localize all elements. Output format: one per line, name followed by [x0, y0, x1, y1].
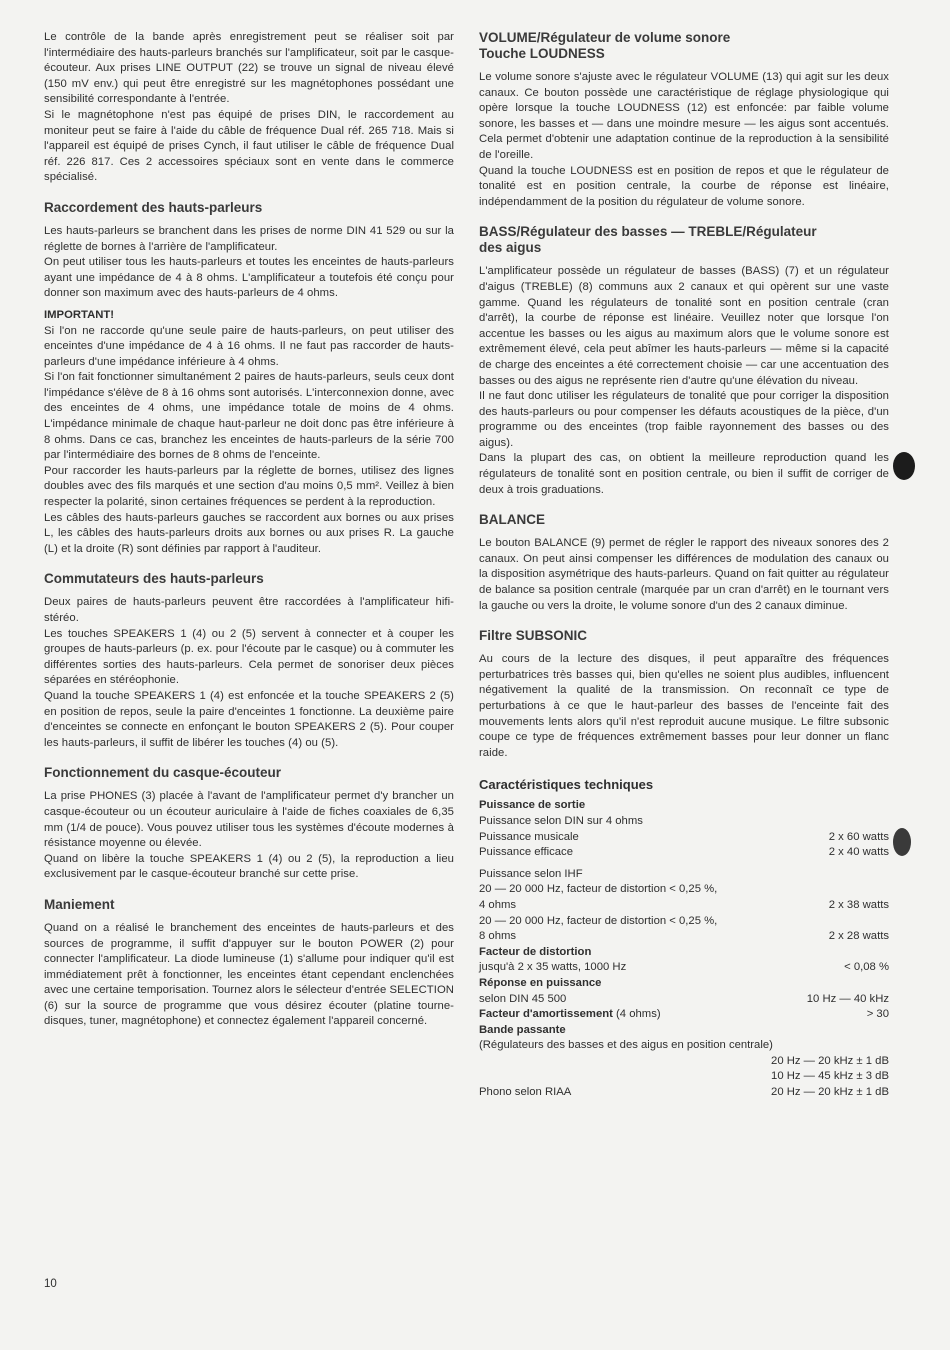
spec-group-title: Facteur de distortion [479, 945, 592, 958]
spec-value: 20 Hz — 20 kHz ± 1 dB [771, 1054, 889, 1067]
spec-label: 20 — 20 000 Hz, facteur de distortion < 0,25 %, [479, 914, 718, 927]
paragraph: L'amplificateur possède un régulateur de basses (BASS) (7) et un régulateur d'aigus (TREBLE) (8) communs aux 2 canaux et qui opèrent sur une vaste gamme. Quand les régulateurs de tonalité sont en position centrale (cran d'arrêt), la courbe de réponse est linéaire. Veuillez noter que lorsque l'on accentue les basses ou les aigus au maximum alors que le volume sonore est extrêmement élevé, cela peut abîmer les hauts-parleurs — même si la capacité de charge des enceintes a été correctement choisie — car une accentuation des basses ou des aigus ne représente rien d'autre qu'une élévation du niveau. [479, 265, 889, 387]
paragraph: Quand on libère la touche SPEAKERS 1 (4) ou 2 (5), la reproduction a lieu exclusivement par le casque-écouteur branché sur cette prise. [44, 852, 454, 881]
section-heading: Raccordement des hauts-parleurs [44, 199, 263, 215]
spec-group-title: Facteur d'amortissement [479, 1008, 613, 1021]
spec-value: 2 x 60 watts [828, 830, 889, 843]
left-column [44, 30, 454, 1030]
paragraph: Le bouton BALANCE (9) permet de régler le rapport des niveaux sonores des 2 canaux. On peut ainsi compenser les différences de modulation des canaux ou la disposition asymétrique des hauts-parleurs. Quand on fait quitter au régulateur de balance sa position centrale (marquée par un cran d'arrêt) en le tournant vers la gauche ou vers la droite, le volume sonore d'un des 2 canaux diminue. [479, 537, 889, 612]
paragraph: On peut utiliser tous les hauts-parleurs et toutes les enceintes de hauts-parleurs ayant une impédance de 4 à 8 ohms. L'amplificateur a toutefois été conçu pour donner son maximum avec des hauts-parleurs de 4 ohms. [44, 256, 454, 300]
spec-value: 20 Hz — 20 kHz ± 1 dB [771, 1086, 889, 1099]
spec-label: Puissance musicale [479, 830, 579, 843]
paragraph: Pour raccorder les hauts-parleurs par la réglette de bornes, utilisez des lignes doubles avec des fils marqués et une section d'au moins 0,5 mm². Veillez à bien respecter la polarité, sinon certaines fréquences se perdent à la reproduction. [44, 464, 454, 509]
paragraph: Si le magnétophone n'est pas équipé de prises DIN, le raccordement au moniteur peut se faire à l'aide du câble de fréquence Dual réf. 265 718. Mais si l'appareil est équipé de prises Cynch, il faut utiliser le câble de fréquence Dual réf. 226 817. Ces 2 accessoires spéciaux sont en vente dans le commerce spécialisé. [44, 108, 454, 184]
right-column [479, 30, 889, 1101]
paragraph: Deux paires de hauts-parleurs peuvent être raccordées à l'amplificateur hifi-stéréo. [44, 596, 454, 624]
spec-group-title: Réponse en puissance [479, 976, 602, 989]
paragraph: La prise PHONES (3) placée à l'avant de l'amplificateur permet d'y brancher un casque-écouteur ou un écouteur auriculaire à l'aide de fiches coaxiales de 6,35 mm (1/4 de pouce). Vous pouvez utiliser tous les systèmes d'écoute modernes à résistance moyenne ou élevée. [44, 790, 454, 850]
spec-label: Phono selon RIAA [479, 1086, 572, 1099]
binder-hole-icon [893, 828, 911, 856]
spec-row [479, 1007, 889, 1023]
spec-label: (4 ohms) [612, 1008, 661, 1021]
paragraph: Les touches SPEAKERS 1 (4) ou 2 (5) servent à connecter et à couper les groupes de hauts-parleurs (p. ex. pour l'écoute par le casque) ou à commuter les différentes sorties des hauts-parleurs. Cela permet de sonoriser deux pièces séparées en stéréophonie. [44, 627, 454, 687]
spec-value: 10 Hz — 45 kHz ± 3 dB [771, 1070, 889, 1083]
spec-value: 2 x 28 watts [828, 930, 889, 943]
paragraph: Le contrôle de la bande après enregistrement peut se réaliser soit par l'intermédiaire des hauts-parleurs branchés sur l'amplificateur, soit par le casque-écouteur. Aux prises LINE OUTPUT (22) se trouve un signal de niveau élevé (150 mV env.) qui peut être enregistré sur les magnétophones possédant une sensibilité correspondante à l'entrée. [44, 31, 454, 106]
specs-table [479, 777, 889, 1100]
paragraph: Si l'on ne raccorde qu'une seule paire de hauts-parleurs, on peut utiliser des enceintes d'une impédance de 4 à 16 ohms. Il ne faut pas raccorder de hauts-parleurs d'une impédance inférieure à 4 ohms. [44, 324, 454, 368]
paragraph: Il ne faut donc utiliser les régulateurs de tonalité que pour corriger la disposition des hauts-parleurs ou pour compenser les défauts acoustiques de la pièce, d'un programme ou des enceintes (trop faible rayonnement des basses ou des aigus). [479, 390, 889, 449]
section-heading: Maniement [44, 896, 115, 912]
spec-label: 8 ohms [479, 930, 517, 943]
spec-label: (Régulateurs des basses et des aigus en position centrale) [479, 1039, 773, 1052]
spec-row [479, 960, 889, 976]
spec-label: 4 ohms [479, 898, 517, 911]
paragraph: Quand la touche LOUDNESS est en position de repos et que le régulateur de tonalité est en position centrale, la courbe de réponse est linéaire, indépendamment de la position du régulateur de volume sonore. [479, 164, 889, 208]
spec-value: > 30 [866, 1008, 889, 1021]
spec-value: 2 x 40 watts [828, 846, 889, 859]
paragraph: Si l'on fait fonctionner simultanément 2 paires de hauts-parleurs, seuls ceux dont l'impédance s'élève de 8 à 16 ohms sont autorisés. L'interconnexion donne, avec des enceintes de 4 ohms, une impédance totale de moins de 4 ohms. L'impédance minimale de chaque haut-parleur ne doit donc pas être inférieure à 8 ohms. Dans ce cas, branchez les enceintes de hauts-parleurs de la série 700 par l'intermédiaire des bornes de 8 ohms de l'enceinte. [44, 371, 454, 462]
spec-row [479, 830, 889, 846]
spec-group-title: Puissance de sortie [479, 799, 586, 812]
section-heading: Commutateurs des hauts-parleurs [44, 571, 264, 587]
paragraph: Dans la plupart des cas, on obtient la meilleure reproduction quand les régulateurs de tonalité sont en position centrale, ou bien il suffit de corriger de deux à trois graduations. [479, 452, 889, 496]
spec-value: 10 Hz — 40 kHz [806, 992, 889, 1005]
spec-row [479, 992, 889, 1008]
spec-group-title: Bande passante [479, 1023, 566, 1036]
paragraph: Les hauts-parleurs se branchent dans les prises de norme DIN 41 529 ou sur la réglette de bornes à l'arrière de l'amplificateur. [44, 224, 454, 253]
spec-label: Puissance selon IHF [479, 867, 583, 880]
page-number: 10 [44, 1278, 57, 1290]
specs-title: Caractéristiques techniques [479, 777, 654, 793]
spec-label: jusqu'à 2 x 35 watts, 1000 Hz [479, 961, 627, 974]
section-heading: BALANCE [479, 512, 545, 528]
spec-label: Puissance selon DIN sur 4 ohms [479, 814, 643, 827]
paragraph: Le volume sonore s'ajuste avec le régulateur VOLUME (13) qui agit sur les deux canaux. Ce bouton possède une caractéristique de réglage physiologique qui opère lorsque la touche LOUDNESS (12) est enfoncée: par faible volume sonore, les basses et — dans une moindre mesure — les aigus sont accentués. Cela permet d'obtenir une adaptation continue de la reproduction à la sensibilité de l'oreille. [479, 71, 889, 161]
binder-hole-icon [893, 452, 915, 480]
spec-row [479, 845, 889, 861]
paragraph: Les câbles des hauts-parleurs gauches se raccordent aux bornes ou aux prises L, les câbles des hauts-parleurs droits aux bornes ou aux prises R. La gauche (L) et la droite (R) sont définies par rapport à l'auditeur. [44, 511, 454, 555]
spec-row [479, 1085, 889, 1101]
important-label: IMPORTANT! [44, 308, 115, 321]
spec-row [479, 929, 889, 945]
spec-label: selon DIN 45 500 [479, 992, 567, 1005]
paragraph: Quand la touche SPEAKERS 1 (4) est enfoncée et la touche SPEAKERS 2 (5) en position de repos, seule la paire d'enceintes 1 fonctionne. La deuxième paire d'enceintes se connecte en enfonçant le bouton SPEAKERS 2 (5). Pour couper les hauts-parleurs, il suffit de libérer les touches (4) ou (5). [44, 689, 454, 749]
spec-value: < 0,08 % [844, 961, 889, 974]
section-heading: Fonctionnement du casque-écouteur [44, 765, 282, 781]
section-heading: BASS/Régulateur des basses — TREBLE/Régulateur des aigus [479, 224, 817, 256]
spec-row [479, 898, 889, 914]
paragraph: Au cours de la lecture des disques, il peut apparaître des fréquences perturbatrices très basses qui, bien qu'elles ne soient plus audibles, influencent négativement la qualité de la transmission. On reconnaît ce type de perturbations à ce que le haut-parleur des basses de l'enceinte fait des mouvements lents alors qu'il n'est reproduit aucune musique. Le filtre subsonic coupe ce type de fréquences extrêmement basses pour leur donner un flanc raide. [479, 653, 889, 759]
spec-value: 2 x 38 watts [828, 898, 889, 911]
spec-label: Puissance efficace [479, 846, 573, 859]
section-heading: Filtre SUBSONIC [479, 628, 588, 644]
paragraph: Quand on a réalisé le branchement des enceintes de hauts-parleurs et des sources de programme, il suffit d'appuyer sur le bouton POWER (2) pour connecter l'amplificateur. La diode lumineuse (1) s'allume pour indiquer qu'il est immédiatement prêt à fonctionner, les enceintes étant cependant enclenchées avec une certaine temporisation. Tournez alors le sélecteur d'entrée SELECTION (6) sur la source de programme que vous désirez écouter (platine tourne-disques, tuner, magnétophone) et connectez également l'appareil concerné. [44, 921, 454, 1028]
section-heading: VOLUME/Régulateur de volume sonore Touche LOUDNESS [479, 30, 731, 61]
spec-label: 20 — 20 000 Hz, facteur de distortion < 0,25 %, [479, 883, 718, 896]
